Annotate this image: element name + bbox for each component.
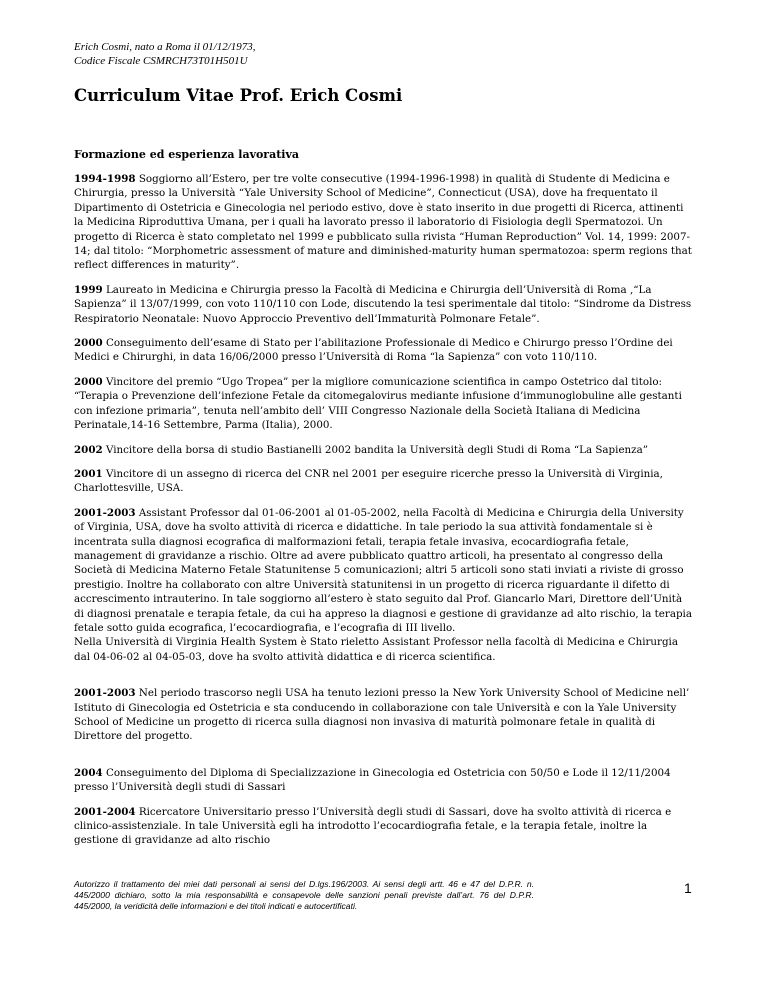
- cv-entry: [74, 467, 694, 496]
- entry-text: Soggiorno all’Estero, per tre volte consecutive (1994-1996-1998) in qualità di Studente di Medicina e Chirurgia, presso la Università “Yale University School of Medicine”, Connecticut (USA), dove ha frequentato il Dipartimento di Ostetricia e Ginecologia nel periodo estivo, dove è stato inserito in due progetti di Ricerca, attinenti la Medicina Riproduttiva Umana, per i quali ha lavorato presso il laboratorio di Fisiologia degli Spermatozoi. Un progetto di Ricerca è stato completato nel 1999 e pubblicato sulla rivista “Human Reproduction” Vol. 14, 1999: 2007-14; dal titolo: “Morphometric assessment of mature and diminished-maturity human spermatozoa: sperm regions that reflect differences in maturity”.: [74, 173, 692, 272]
- entry-text: Vincitore della borsa di studio Bastianelli 2002 bandita la Università degli Studi di Roma “La Sapienza”: [102, 443, 648, 456]
- entry-text: Vincitore di un assegno di ricerca del CNR nel 2001 per eseguire ricerche presso la Università di Virginia, Charlottesville, USA.: [74, 467, 663, 495]
- cv-entry: [74, 766, 694, 795]
- header-name-line: Erich Cosmi, nato a Roma il 01/12/1973,: [74, 41, 256, 53]
- cv-entry: [74, 172, 694, 273]
- entry-text: Assistant Professor dal 01-06-2001 al 01-05-2002, nella Facoltà di Medicina e Chirurgia della University of Virginia, USA, dove ha svolto attività di ricerca e didattiche. In tale periodo la sua attività fondamentale si è incentrata sulla diagnosi ecografica di malformazioni fetali, terapia fetale invasiva, ecocardiografia fetale, management di gravidanze a rischio. Oltre ad avere pubblicato quattro articoli, ha presentato al congresso della Società di Medicina Materno Fetale Statunitense 5 comunicazioni; altri 5 articoli sono stati inviati a riviste di grosso prestigio. Inoltre ha collaborato con altre Università statunitensi in un progetto di ricerca riguardante il difetto di accrescimento intrauterino. In tale soggiorno all’estero è stato seguito dal Prof. Giancarlo Mari, Direttore dell’Unità di diagnosi prenatale e terapia fetale, da cui ha appreso la diagnosi e gestione di gravidanze ad alto rischio, la terapia fetale sotto guida ecografica, l’ecocardiografia, e l’ecografia di III livello.: [74, 506, 692, 634]
- section-heading: Formazione ed esperienza lavorativa: [74, 148, 300, 161]
- entry-year: 1999: [74, 283, 103, 296]
- entry-text: Conseguimento del Diploma di Specializzazione in Ginecologia ed Ostetricia con 50/50 e Lode il 12/11/2004 presso l’Università degli studi di Sassari: [74, 766, 671, 794]
- entry-text-continued: Nella Università di Virginia Health System è Stato rieletto Assistant Professor nella facoltà di Medicina e Chirurgia dal 04-06-02 al 04-05-03, dove ha svolto attività didattica e di ricerca scientifica.: [74, 636, 678, 663]
- entry-text: Ricercatore Universitario presso l’Università degli studi di Sassari, dove ha svolto attività di ricerca e clinico-assistenziale. In tale Università egli ha introdotto l’ecocardiografia fetale, e la terapia fetale, inoltre la gestione di gravidanze ad alto rischio: [74, 805, 672, 847]
- entry-year: 2001: [74, 467, 103, 480]
- entry-text: Laureato in Medicina e Chirurgia presso la Facoltà di Medicina e Chirurgia dell’Università di Roma ,“La Sapienza” il 13/07/1999, con voto 110/110 con Lode, discutendo la tesi sperimentale dal titolo: “Sindrome da Distress Respiratorio Neonatale: Nuovo Approccio Preventivo dell’Immaturità Polmonare Fetale”.: [74, 283, 692, 325]
- entry-year: 2001-2003: [74, 506, 136, 519]
- entry-year: 2001-2003: [74, 687, 136, 700]
- entry-text: Conseguimento dell’esame di Stato per l’abilitazione Professionale di Medico e Chirurgo presso l’Ordine dei Medici e Chirurghi, in data 16/06/2000 presso l’Università di Roma “la Sapienza” con voto 110/110.: [74, 337, 673, 364]
- header-fiscal-code-line: Codice Fiscale CSMRCH73T01H501U: [74, 55, 248, 67]
- cv-entry: [74, 336, 694, 365]
- document-title: Curriculum Vitae Prof. Erich Cosmi: [74, 86, 403, 105]
- cv-entry: [74, 283, 694, 326]
- entry-year: 1994-1998: [74, 173, 136, 185]
- cv-entry: [74, 375, 694, 433]
- cv-entry: [74, 443, 694, 457]
- entry-year: 2001-2004: [74, 805, 136, 818]
- entry-text: Vincitore del premio “Ugo Tropea” per la migliore comunicazione scientifica in campo Ostetrico dal titolo: “Terapia o Prevenzione dell’infezione Fetale da citomegalovirus mediante infusione d’immunoglobuline alle gestanti con infezione primaria”, tenuta nell’ambito dell’ VIII Congresso Nazionale della Società Italiana di Medicina Perinatale,14-16 Settembre, Parma (Italia), 2000.: [74, 375, 682, 432]
- cv-entry: [74, 805, 694, 848]
- entry-year: 2000: [74, 375, 103, 388]
- privacy-footer: Autorizzo il trattamento dei miei dati personali ai sensi del D.lgs.196/2003. Ai sensi degli artt. 46 e 47 del D.P.R. n. 445/2000 dichiaro, sotto la mia responsabilità e consapevole delle sanzioni penali previste dall’art. 76 del D.P.R. 445/2000, la veridicità delle informazioni e dei titoli indicati e autocertificati.: [74, 879, 534, 912]
- entry-year: 2004: [74, 766, 103, 779]
- entry-text: Nel periodo trascorso negli USA ha tenuto lezioni presso la New York University School of Medicine nell’ Istituto di Ginecologia ed Ostetricia e sta conducendo in collaborazione con tale Università e con la Yale University School of Medicine un progetto di ricerca sulla diagnosi non invasiva di maturità polmonare fetale in qualità di Direttore del progetto.: [74, 687, 690, 743]
- cv-entries: [74, 172, 694, 848]
- entry-year: 2002: [74, 443, 103, 456]
- entry-year: 2000: [74, 337, 103, 350]
- personal-info-header: [74, 40, 256, 68]
- cv-entry: [74, 506, 694, 664]
- page-number: 1: [684, 880, 692, 896]
- cv-entry: [74, 686, 694, 744]
